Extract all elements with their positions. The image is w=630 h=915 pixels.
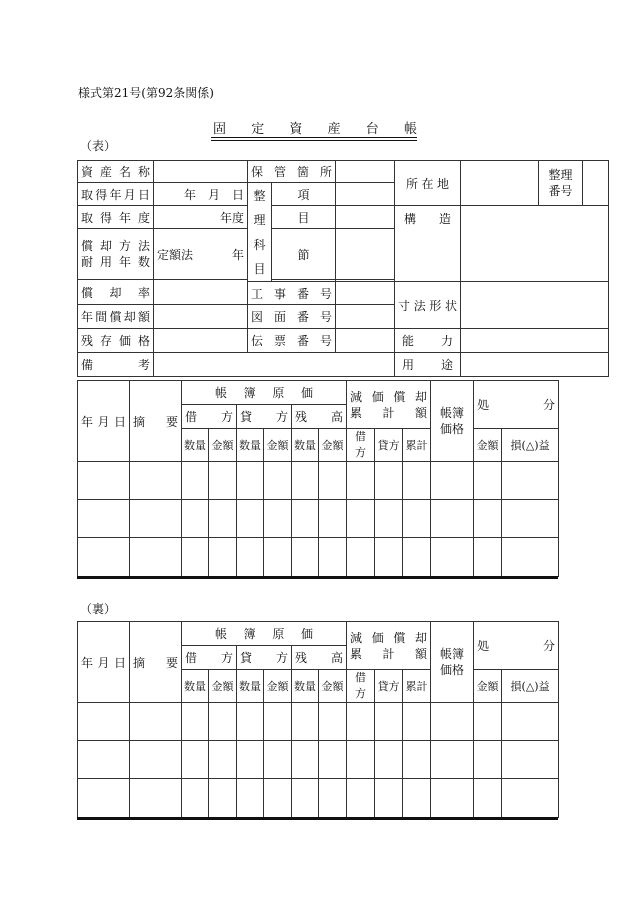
construction-no-label: 工事番号 — [248, 282, 336, 305]
depr-rate-label: 償却率 — [78, 282, 154, 305]
qty-header: 数量 — [237, 670, 264, 703]
book-value-header — [431, 381, 474, 462]
accum-credit-header: 貸方 — [375, 670, 403, 703]
table-cell — [130, 462, 182, 500]
table-cell — [209, 703, 237, 741]
moku-label: 目 — [272, 206, 336, 229]
table-cell — [292, 703, 319, 741]
annual-depr-label: 年間償却額 — [78, 305, 154, 329]
accum-debit-line1: 借 — [355, 671, 367, 684]
ref-no-line1: 整理 — [548, 168, 573, 182]
title-underline — [211, 137, 417, 138]
table-cell — [237, 538, 264, 577]
seiri-char: 整 — [253, 188, 266, 203]
accum-debit-line2: 方 — [355, 446, 367, 459]
accum-debit-line2: 方 — [355, 687, 367, 700]
table-cell — [474, 779, 502, 818]
back-bottom-rule — [77, 817, 558, 820]
table-cell — [375, 538, 403, 577]
balance-text: 残 高 — [295, 651, 344, 665]
table-cell — [431, 741, 474, 779]
form-number: 様式第21号(第92条関係) — [78, 86, 214, 100]
table-cell — [264, 462, 292, 500]
credit-text: 貸 方 — [240, 410, 288, 424]
book-original-text: 帳 簿 原 価 — [215, 627, 314, 641]
summary-header-text: 摘 要 — [133, 414, 178, 429]
balance-text: 残 高 — [295, 410, 344, 424]
seiri-kamoku-label — [248, 183, 272, 282]
depr-method-value — [154, 229, 248, 280]
dimension-text: 寸法形状 — [398, 298, 458, 313]
drawing-no-label: 図面番号 — [248, 305, 336, 329]
accum-debit-line1: 借 — [355, 430, 367, 443]
date-header — [78, 622, 130, 703]
storage-place-label: 保管箇所 — [248, 161, 336, 183]
date-header-text: 年 月 日 — [81, 414, 126, 429]
table-cell — [209, 538, 237, 577]
table-cell — [319, 703, 347, 741]
kou-label: 項 — [272, 183, 336, 206]
table-cell — [292, 741, 319, 779]
seiri-char: 理 — [253, 213, 266, 228]
book-original-header — [182, 622, 347, 646]
table-cell — [474, 703, 502, 741]
remarks-label — [78, 353, 154, 377]
table-cell — [375, 741, 403, 779]
acq-year-value: 年度 — [154, 206, 248, 229]
table-cell — [209, 462, 237, 500]
table-cell — [292, 500, 319, 538]
residual-value — [154, 329, 248, 353]
asset-info-table — [77, 160, 609, 377]
ledger-title — [213, 118, 417, 137]
table-cell — [347, 779, 375, 818]
structure-value — [461, 206, 609, 282]
summary-header — [130, 381, 182, 462]
accum-debit-header — [347, 670, 375, 703]
table-cell — [502, 462, 559, 500]
balance-header — [292, 405, 347, 429]
table-cell — [431, 500, 474, 538]
qty-header: 数量 — [292, 670, 319, 703]
back-ledger-table — [77, 621, 559, 818]
summary-header-text: 摘 要 — [133, 655, 178, 670]
acq-date-value: 年 月 日 — [154, 183, 248, 206]
location-label — [395, 161, 461, 206]
drawing-no-value — [336, 305, 395, 329]
table-cell — [182, 741, 209, 779]
capacity-text: 能 力 — [402, 334, 454, 348]
table-cell — [130, 741, 182, 779]
table-cell — [474, 462, 502, 500]
asset-name-label: 資産名称 — [78, 161, 154, 183]
table-cell — [292, 462, 319, 500]
qty-header: 数量 — [292, 429, 319, 462]
debit-text: 借 方 — [185, 651, 233, 665]
table-cell — [319, 500, 347, 538]
table-cell — [403, 538, 431, 577]
storage-place-value — [336, 161, 395, 183]
gain-loss-header: 損(△)益 — [502, 429, 559, 462]
table-cell — [130, 500, 182, 538]
accum-credit-header: 貸方 — [375, 429, 403, 462]
moku-value — [336, 206, 395, 229]
depr-method-value-text — [157, 246, 244, 263]
title-underline — [211, 140, 417, 141]
table-cell — [502, 500, 559, 538]
table-cell — [474, 538, 502, 577]
credit-header — [237, 405, 292, 429]
table-cell — [237, 741, 264, 779]
title-char: 産 — [327, 122, 341, 137]
table-cell — [292, 538, 319, 577]
qty-header: 数量 — [182, 670, 209, 703]
title-char: 定 — [251, 122, 265, 137]
seiri-char: 科 — [253, 237, 266, 252]
table-cell — [209, 741, 237, 779]
table-cell — [78, 500, 130, 538]
table-cell — [78, 779, 130, 818]
table-row — [78, 779, 559, 818]
table-cell — [78, 741, 130, 779]
amount-header: 金額 — [209, 670, 237, 703]
table-row — [78, 703, 559, 741]
table-row — [78, 462, 559, 500]
table-cell — [347, 500, 375, 538]
table-cell — [403, 741, 431, 779]
cumulative-header: 累計 — [403, 429, 431, 462]
book-original-text: 帳 簿 原 価 — [215, 386, 314, 400]
location-text: 所 在 地 — [406, 176, 450, 191]
table-cell — [347, 462, 375, 500]
usage-text: 用 途 — [402, 358, 454, 372]
credit-text: 貸 方 — [240, 651, 288, 665]
remarks-value — [154, 353, 395, 377]
table-cell — [237, 703, 264, 741]
table-cell — [130, 703, 182, 741]
disposal-text: 処 分 — [477, 398, 556, 412]
table-cell — [403, 703, 431, 741]
book-value-header — [431, 622, 474, 703]
amount-header: 金額 — [319, 670, 347, 703]
disposal-amount-header: 金額 — [474, 670, 502, 703]
table-cell — [502, 741, 559, 779]
depr-method-label — [78, 229, 154, 280]
accum-line1: 減 価 償 却 — [350, 389, 428, 404]
table-cell — [347, 703, 375, 741]
disposal-text: 処 分 — [477, 639, 556, 653]
table-cell — [431, 462, 474, 500]
table-cell — [264, 500, 292, 538]
table-cell — [375, 779, 403, 818]
front-bottom-rule — [77, 576, 558, 579]
dimension-value — [461, 282, 609, 329]
table-cell — [431, 779, 474, 818]
table-cell — [292, 779, 319, 818]
book-value-line1: 帳簿 — [440, 406, 465, 420]
disposal-header — [474, 622, 559, 670]
table-cell — [319, 779, 347, 818]
table-cell — [431, 538, 474, 577]
date-header-text: 年 月 日 — [81, 655, 126, 670]
table-cell — [130, 538, 182, 577]
ref-no-value — [583, 161, 609, 206]
table-cell — [237, 500, 264, 538]
depr-rate-value — [154, 282, 248, 305]
straight-line-text: 定額法 — [157, 247, 194, 262]
capacity-label — [395, 329, 461, 353]
residual-label: 残存価格 — [78, 329, 154, 353]
table-cell — [403, 500, 431, 538]
summary-header — [130, 622, 182, 703]
debit-text: 借 方 — [185, 410, 233, 424]
title-char: 資 — [289, 122, 303, 137]
amount-header: 金額 — [264, 670, 292, 703]
table-cell — [375, 462, 403, 500]
front-ledger-table — [77, 380, 559, 577]
structure-label — [395, 206, 461, 282]
table-cell — [319, 741, 347, 779]
table-cell — [502, 703, 559, 741]
setsu-value — [336, 229, 395, 280]
depr-method-text: 償却方法 — [81, 239, 150, 253]
title-char: 帳 — [403, 122, 417, 137]
table-cell — [182, 779, 209, 818]
location-value — [461, 161, 539, 206]
cumulative-header: 累計 — [403, 670, 431, 703]
gain-loss-header: 損(△)益 — [502, 670, 559, 703]
year-unit-text: 年 — [231, 247, 244, 262]
table-cell — [209, 779, 237, 818]
table-cell — [474, 500, 502, 538]
table-cell — [264, 538, 292, 577]
ref-no-line2: 番号 — [548, 184, 573, 198]
accum-line2: 累 計 額 — [350, 405, 428, 420]
table-cell — [182, 538, 209, 577]
remarks-text: 備 考 — [81, 358, 150, 372]
construction-no-value — [336, 282, 395, 305]
table-cell — [319, 462, 347, 500]
amount-header: 金額 — [209, 429, 237, 462]
annual-depr-value — [154, 305, 248, 329]
table-cell — [264, 703, 292, 741]
disposal-header — [474, 381, 559, 429]
table-row — [78, 500, 559, 538]
capacity-value — [461, 329, 609, 353]
table-cell — [182, 462, 209, 500]
slip-no-value — [336, 329, 395, 353]
dimension-label — [395, 282, 461, 329]
table-cell — [347, 538, 375, 577]
title-char: 台 — [365, 122, 379, 137]
ref-no-label — [539, 161, 583, 206]
table-cell — [502, 779, 559, 818]
table-cell — [474, 741, 502, 779]
amount-header: 金額 — [319, 429, 347, 462]
seiri-char: 目 — [253, 262, 266, 277]
table-cell — [431, 703, 474, 741]
table-cell — [209, 500, 237, 538]
book-value-line2: 価格 — [440, 422, 465, 436]
kou-value — [336, 183, 395, 206]
title-char: 固 — [213, 122, 227, 137]
structure-text: 構 造 — [404, 212, 452, 226]
front-side-label: （表） — [80, 139, 117, 153]
useful-life-text: 耐用年数 — [81, 255, 150, 269]
table-cell — [237, 462, 264, 500]
table-cell — [403, 462, 431, 500]
back-side-label: （裏） — [80, 602, 117, 616]
table-cell — [182, 703, 209, 741]
table-row — [78, 538, 559, 577]
book-value-line1: 帳簿 — [440, 647, 465, 661]
table-cell — [502, 538, 559, 577]
debit-header — [182, 405, 237, 429]
table-cell — [403, 779, 431, 818]
disposal-amount-header: 金額 — [474, 429, 502, 462]
book-value-line2: 価格 — [440, 663, 465, 677]
usage-value — [461, 353, 609, 377]
qty-header: 数量 — [182, 429, 209, 462]
table-cell — [375, 703, 403, 741]
table-cell — [264, 779, 292, 818]
setsu-label: 節 — [272, 229, 336, 280]
balance-header — [292, 646, 347, 670]
accum-depr-header — [347, 381, 431, 429]
table-cell — [347, 741, 375, 779]
table-cell — [375, 500, 403, 538]
amount-header: 金額 — [264, 429, 292, 462]
qty-header: 数量 — [237, 429, 264, 462]
table-cell — [78, 462, 130, 500]
accum-debit-header — [347, 429, 375, 462]
accum-line2: 累 計 額 — [350, 646, 428, 661]
acq-date-label: 取得年月日 — [78, 183, 154, 206]
credit-header — [237, 646, 292, 670]
usage-label — [395, 353, 461, 377]
table-cell — [319, 538, 347, 577]
asset-name-value — [154, 161, 248, 183]
table-cell — [182, 500, 209, 538]
accum-depr-header — [347, 622, 431, 670]
table-cell — [78, 703, 130, 741]
table-row — [78, 741, 559, 779]
table-cell — [130, 779, 182, 818]
acq-year-label: 取得年度 — [78, 206, 154, 229]
book-original-header — [182, 381, 347, 405]
table-cell — [237, 779, 264, 818]
table-cell — [78, 538, 130, 577]
slip-no-label: 伝票番号 — [248, 329, 336, 353]
accum-line1: 減 価 償 却 — [350, 630, 428, 645]
debit-header — [182, 646, 237, 670]
table-cell — [264, 741, 292, 779]
date-header — [78, 381, 130, 462]
